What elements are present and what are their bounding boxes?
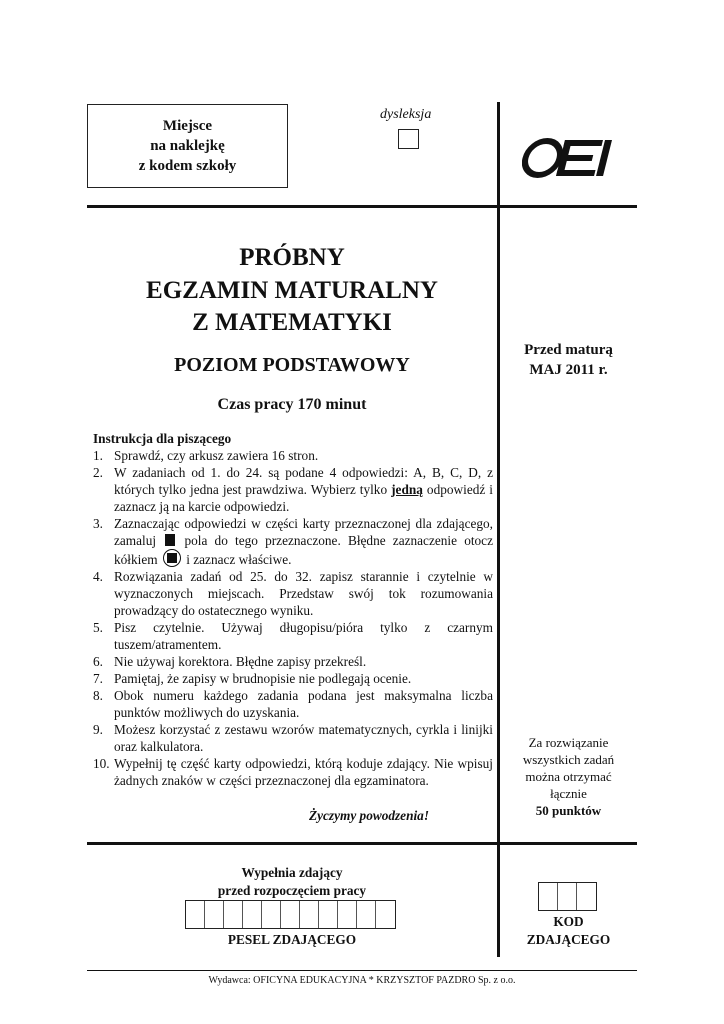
filled-square-icon [165,534,175,546]
instruction-item: 7. Pamiętaj, że zapisy w brudnopisie nie podlegają ocenie. [93,671,412,686]
sticker-label-line1: Miejsce [162,118,213,134]
instructions [93,430,493,789]
exam-level: POZIOM PODSTAWOWY [174,354,410,376]
pesel-digit-box[interactable] [300,901,319,928]
fill-in-label-line1: Wypełnia zdający [241,865,343,880]
good-luck-wish: Życzymy powodzenia! [308,808,429,823]
points-info-line3: można otrzymać [525,769,612,784]
instruction-item: 8. Obok numeru każdego zadania podana jest maksymalna liczba punktów możliwych do uzyskania. [93,688,493,720]
pesel-digit-box[interactable] [262,901,281,928]
points-info [500,734,637,819]
instruction-item: 6. Nie używaj korektora. Błędne zapisy przekreśl. [93,654,367,669]
title-line3: Z MATEMATYKI [192,309,392,336]
instruction-item: 9. Możesz korzystać z zestawu wzorów matematycznych, cyrkla i linijki oraz kalkulatora. [93,722,493,754]
code-digit-box[interactable] [539,883,558,910]
points-info-line4: łącznie [550,786,587,801]
exam-date-line1: Przed maturą [524,342,613,358]
points-info-total: 50 punktów [535,803,602,818]
instruction-item: 5. Pisz czytelnie. Używaj długopisu/pióra tylko z czarnym tuszem/atramentem. [93,620,493,652]
points-info-line2: wszystkich zadań [522,752,615,767]
pesel-digit-box[interactable] [243,901,262,928]
title-line2: EGZAMIN MATURALNY [146,277,438,304]
candidate-code-label-line2: ZDAJĄCEGO [526,932,611,947]
pesel-digit-box[interactable] [186,901,205,928]
vertical-divider [497,102,500,957]
pesel-input-grid[interactable] [185,900,396,929]
code-digit-box[interactable] [577,883,596,910]
instruction-item: 4. Rozwiązania zadań od 25. do 32. zapisz starannie i czytelnie w wyznaczonych miejscach. Przedstaw swój tok rozumowania prowadzący do ostatecznego wyniku. [93,569,493,618]
candidate-code-label-line1: KOD [553,914,584,929]
title-line1: PRÓBNY [239,244,345,271]
pesel-digit-box[interactable] [376,901,395,928]
sticker-label-line3: z kodem szkoły [138,158,237,174]
school-code-sticker-box [87,104,288,188]
circled-square-icon [163,549,181,567]
publisher-footer: Wydawca: OFICYNA EDUKACYJNA * KRZYSZTOF PAZDRO Sp. z o.o. [208,975,516,986]
instruction-item: 2. W zadaniach od 1. do 24. są podane 4 odpowiedzi: A, B, C, D, z których tylko jedna jest prawdziwa. Wybierz tylko jedną odpowiedź i zaznacz ją na karcie odpowiedzi. [93,465,493,514]
fill-in-label-line2: przed rozpoczęciem pracy [217,883,367,898]
sticker-label-line2: na naklejkę [150,138,225,154]
emphasis-only-one: jedną [391,482,423,497]
pesel-label: PESEL ZDAJĄCEGO [227,932,357,947]
pesel-digit-box[interactable] [357,901,376,928]
dyslexia-label: dysleksja [380,107,432,122]
exam-date-line2: MAJ 2011 r. [529,362,608,378]
exam-duration: Czas pracy 170 minut [217,396,367,413]
footer-divider [87,970,637,971]
pesel-digit-box[interactable] [338,901,357,928]
pesel-digit-box[interactable] [205,901,224,928]
dyslexia-checkbox[interactable] [398,129,419,149]
instructions-heading: Instrukcja dla piszącego [93,431,232,446]
code-digit-box[interactable] [558,883,577,910]
pesel-digit-box[interactable] [224,901,243,928]
instruction-item: 1. Sprawdź, czy arkusz zawiera 16 stron. [93,448,319,463]
instruction-item: 3. Zaznaczając odpowiedzi w części karty przeznaczonej dla zdającego, zamaluj pola do tego przeznaczone. Błędne zaznaczenie otocz kółkiem i zaznacz właściwe. [93,516,493,567]
instruction-item: 10. Wypełnij tę część karty odpowiedzi, którą koduje zdający. Nie wpisuj żadnych znaków w części przeznaczonej dla egzaminatora. [93,756,493,788]
points-info-line1: Za rozwiązanie [528,735,609,750]
oe-logo [522,136,614,180]
candidate-code-grid[interactable] [538,882,597,911]
top-divider [87,205,637,208]
bottom-divider [87,842,637,845]
pesel-digit-box[interactable] [319,901,338,928]
pesel-digit-box[interactable] [281,901,300,928]
